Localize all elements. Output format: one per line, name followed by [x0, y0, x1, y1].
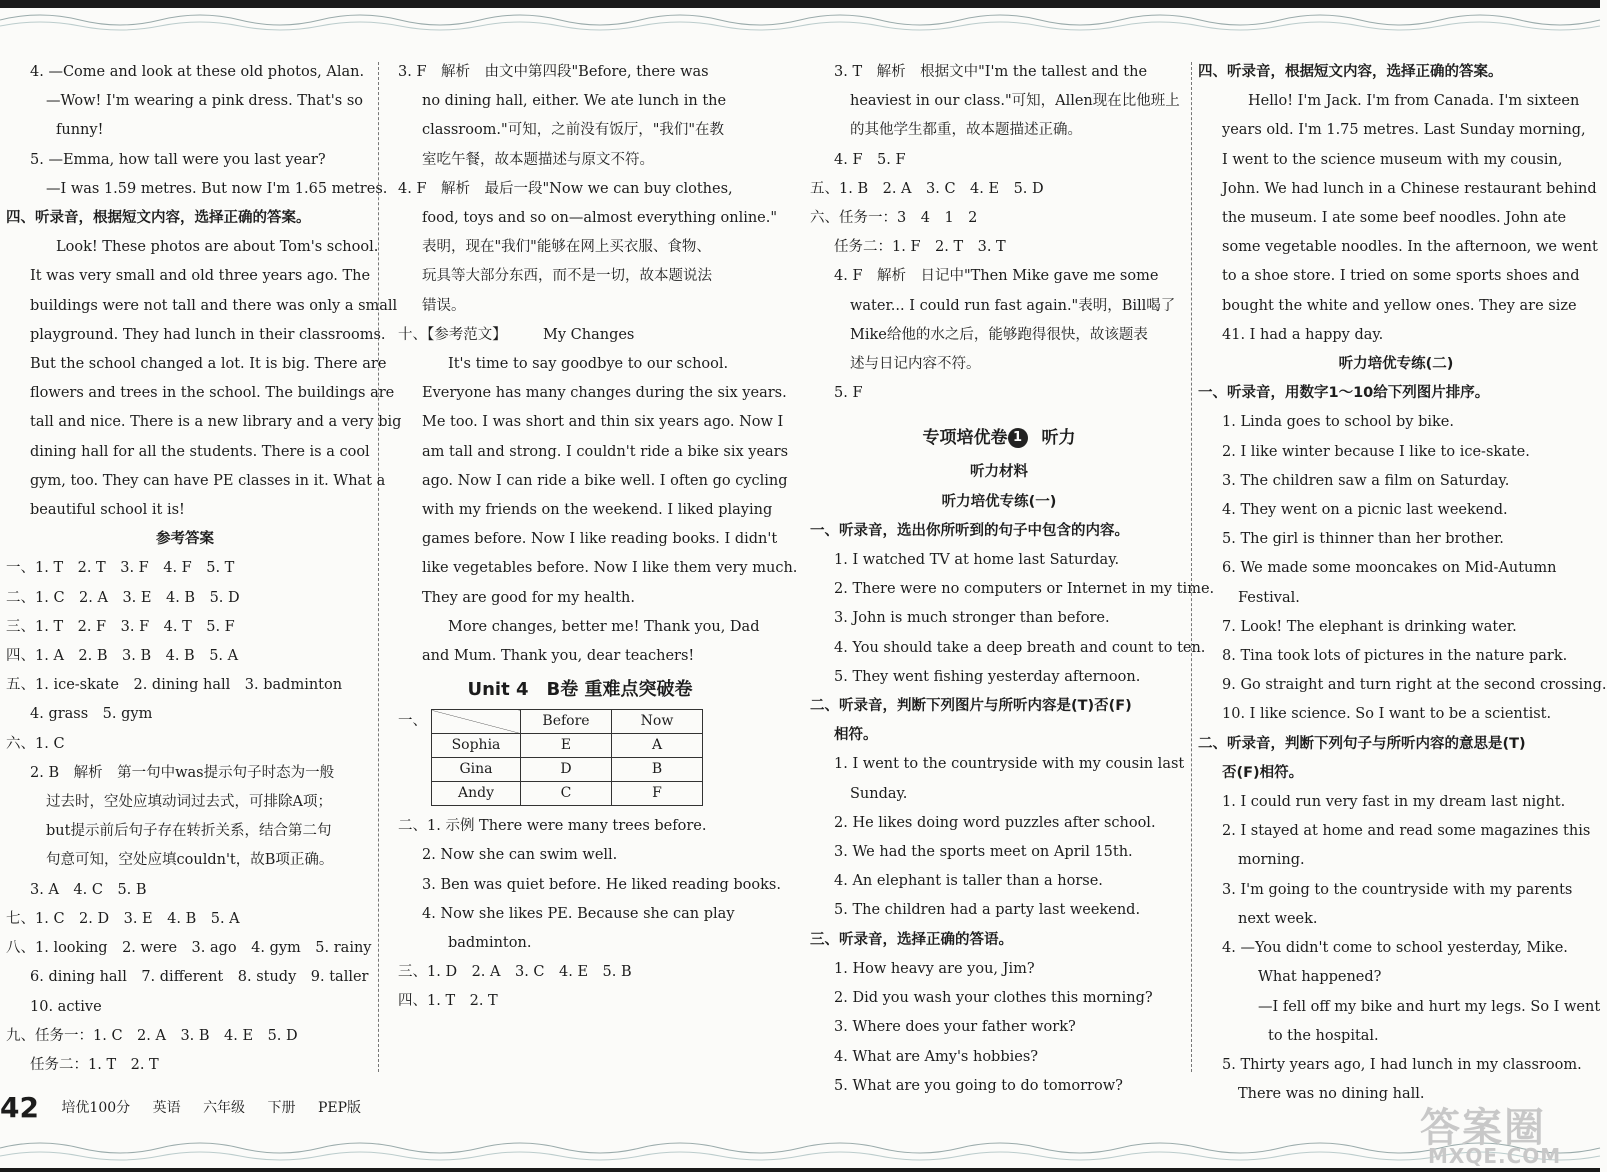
text-line: 2. He likes doing word puzzles after school.	[834, 814, 1156, 831]
subheading-practice-1: 听力培优专练(一)	[941, 493, 1057, 510]
text-line: 5. —Emma, how tall were you last year?	[30, 151, 326, 168]
text-line: Mike给他的水之后，能够跑得很快，故该题表	[850, 326, 1148, 343]
text-line: 4. An elephant is taller than a horse.	[834, 873, 1103, 890]
text-line: morning.	[1238, 852, 1305, 869]
table-cell: A	[612, 734, 703, 758]
text-line: with my friends on the weekend. I liked playing	[422, 502, 773, 519]
text-line: —Wow! I'm wearing a pink dress. That's so	[46, 93, 363, 110]
text-line: food, toys and so on—almost everything online."	[422, 210, 778, 227]
volume-label: 下册	[267, 1099, 296, 1116]
text-line: 五、1. B 2. A 3. C 4. E 5. D	[810, 180, 1044, 197]
table-cell: F	[612, 782, 703, 806]
text-line: 七、1. C 2. D 3. E 4. B 5. A	[6, 910, 240, 927]
text-line: 7. Look! The elephant is drinking water.	[1222, 618, 1517, 635]
text-line: It was very small and old three years ago. The	[30, 268, 371, 285]
text-line: 否(F)相符。	[1222, 764, 1304, 781]
column-3	[810, 58, 1215, 1101]
text-line: 3. The children saw a film on Saturday.	[1222, 472, 1510, 489]
column-4	[1198, 58, 1607, 1109]
text-line: 述与日记内容不符。	[850, 356, 981, 373]
text-line: buildings were not tall and there was only a small	[30, 297, 398, 314]
table-row	[432, 782, 703, 806]
text-line: Sunday.	[850, 785, 908, 802]
text-line: gym, too. They can have PE classes in it. What a	[30, 472, 386, 489]
text-line: dining hall for all the students. There is a cool	[30, 443, 370, 460]
text-line: But the school changed a lot. It is big. There are	[30, 356, 387, 373]
text-line: 3. Ben was quiet before. He liked reading books.	[422, 876, 781, 893]
text-line: 参考答案	[156, 531, 214, 548]
text-line: ago. Now I can ride a bike well. I often go cycling	[422, 472, 788, 489]
text-line: and Mum. Thank you, dear teachers!	[422, 648, 695, 665]
unit-title: Unit 4 B卷 重难点突破卷	[467, 679, 693, 701]
text-line: 4. —Come and look at these old photos, Alan.	[30, 64, 365, 80]
text-line: funny!	[56, 122, 104, 139]
text-line: 十、【参考范文】 My Changes	[398, 326, 635, 343]
text-line: 6. dining hall 7. different 8. study 9. taller	[30, 969, 369, 986]
text-line: 6. We made some mooncakes on Mid-Autumn	[1222, 560, 1557, 577]
column-1	[6, 58, 402, 1080]
text-line: 室吃午餐，故本题描述与原文不符。	[422, 151, 654, 168]
text-line: Hello! I'm Jack. I'm from Canada. I'm sixteen	[1248, 93, 1580, 110]
text-line: Me too. I was short and thin six years ago. Now I	[422, 414, 784, 431]
text-line: —I fell off my bike and hurt my legs. So I went	[1258, 998, 1601, 1015]
text-line: 2. I stayed at home and read some magazines this	[1222, 823, 1591, 840]
text-line: 1. How heavy are you, Jim?	[834, 960, 1035, 977]
text-line: flowers and trees in the school. The buildings are	[30, 385, 395, 402]
text-line: tall and nice. There is a new library and a very big	[30, 414, 402, 431]
text-line: 二、1. C 2. A 3. E 4. B 5. D	[6, 589, 240, 606]
text-line: 10. active	[30, 998, 102, 1015]
text-line: 4. grass 5. gym	[30, 706, 153, 723]
text-line: 5. What are you going to do tomorrow?	[834, 1077, 1123, 1094]
text-line: 三、1. T 2. F 3. F 4. T 5. F	[6, 618, 235, 635]
text-line: to the hospital.	[1268, 1027, 1379, 1044]
text-line: 四、1. A 2. B 3. B 4. B 5. A	[6, 648, 239, 665]
table-cell: Gina	[432, 758, 521, 782]
table-cell: Andy	[432, 782, 521, 806]
text-line: 5. The children had a party last weekend.	[834, 902, 1141, 919]
text-line: 一、1. T 2. T 3. F 4. F 5. T	[6, 560, 235, 577]
text-line: 八、1. looking 2. were 3. ago 4. gym 5. rainy	[6, 940, 372, 957]
text-line: 2. Did you wash your clothes this morning?	[834, 990, 1153, 1007]
text-line: 4. F 5. F	[834, 151, 906, 168]
text-line: games before. Now I like reading books. I didn't	[422, 531, 778, 548]
top-wave-border	[0, 0, 1600, 34]
table-header-cell: Now	[612, 710, 703, 734]
text-line: I went to the science museum with my cousin,	[1222, 151, 1563, 168]
edition-label: PEP版	[317, 1099, 362, 1116]
text-line: 9. Go straight and turn right at the second crossing.	[1222, 677, 1607, 694]
watermark-text: 答案圈	[1420, 1105, 1546, 1151]
column-2	[398, 58, 798, 1017]
text-line: 4. They went on a picnic last weekend.	[1222, 502, 1508, 519]
text-line: 5. Thirty years ago, I had lunch in my classroom.	[1222, 1056, 1582, 1073]
text-line: 五、1. ice-skate 2. dining hall 3. badminton	[6, 677, 343, 694]
text-line: 3. We had the sports meet on April 15th.	[834, 844, 1133, 861]
text-line: 5. F	[834, 385, 863, 402]
text-line: like vegetables before. Now I like them very much.	[422, 560, 798, 577]
text-line: to a shoe store. I tried on some sports shoes and	[1222, 268, 1580, 285]
text-line: 3. A 4. C 5. B	[30, 881, 147, 898]
text-line: 任务二：1. T 2. T	[30, 1056, 159, 1073]
text-line: 3. I'm going to the countryside with my parents	[1222, 881, 1573, 898]
text-line: heaviest in our class."可知，Allen现在比他班上	[850, 93, 1180, 110]
text-line: next week.	[1238, 910, 1318, 927]
text-line: 句意可知，空处应填couldn't，故B项正确。	[46, 852, 334, 869]
text-line: 3. F 解析 由文中第四段"Before, there was	[398, 64, 709, 80]
text-line: 表明，现在"我们"能够在网上买衣服、食物、	[422, 239, 711, 256]
book-title: 培优100分	[61, 1099, 131, 1116]
watermark-url: MXQE.COM	[1428, 1144, 1562, 1168]
text-line: the museum. I ate some beef noodles. John ate	[1222, 210, 1567, 227]
text-line: 3. Where does your father work?	[834, 1019, 1076, 1036]
text-line: but提示前后句子存在转折关系，结合第二句	[46, 823, 332, 840]
table-row	[432, 734, 703, 758]
text-line: 的其他学生都重，故本题描述正确。	[850, 122, 1082, 139]
text-line: 2. B 解析 第一句中was提示句子时态为一般	[30, 764, 335, 781]
text-line: 四、1. T 2. T	[398, 993, 498, 1010]
subheading-practice-2: 听力培优专练(二)	[1338, 356, 1454, 373]
text-line: 5. They went fishing yesterday afternoon.	[834, 668, 1141, 685]
text-line: 4. F 解析 最后一段"Now we can buy clothes,	[398, 180, 733, 197]
text-line: 10. I like science. So I want to be a scientist.	[1222, 706, 1552, 723]
text-line: 九、任务一：1. C 2. A 3. B 4. E 5. D	[6, 1027, 298, 1044]
text-line: 4. You should take a deep breath and count to ten.	[834, 639, 1206, 656]
text-line: 错误。	[422, 297, 466, 314]
text-line: 一、听录音，选出你所听到的句子中包含的内容。	[810, 522, 1129, 539]
answer-table	[431, 709, 703, 806]
text-line: 相符。	[834, 727, 878, 744]
text-line: 2. There were no computers or Internet in my time.	[834, 581, 1215, 598]
bottom-wave-border	[0, 1118, 1600, 1172]
text-line: Festival.	[1238, 589, 1300, 606]
text-line: 1. I could run very fast in my dream last night.	[1222, 794, 1566, 811]
table-cell: B	[612, 758, 703, 782]
text-line: 二、听录音，判断下列图片与所听内容是(T)否(F)	[810, 698, 1132, 715]
text-line: —I was 1.59 metres. But now I'm 1.65 metres.	[46, 180, 388, 197]
table-corner-cell	[432, 710, 521, 734]
text-line: 1. I watched TV at home last Saturday.	[834, 552, 1120, 569]
table-cell: C	[521, 782, 612, 806]
number-badge: 1	[1008, 428, 1028, 448]
text-line: 4. What are Amy's hobbies?	[834, 1048, 1039, 1065]
table-cell: E	[521, 734, 612, 758]
subject-label: 英语	[152, 1099, 181, 1116]
table-cell: Sophia	[432, 734, 521, 758]
text-line: 1. Linda goes to school by bike.	[1222, 414, 1454, 431]
grade-label: 六年级	[203, 1099, 246, 1116]
watermark-logo	[1398, 1096, 1596, 1170]
text-line: no dining hall, either. We ate lunch in the	[422, 93, 727, 110]
text-line: 3. John is much stronger than before.	[834, 610, 1110, 627]
text-line: There was no dining hall.	[1238, 1086, 1425, 1103]
text-line: Everyone has many changes during the six years.	[422, 385, 787, 402]
text-line: 一、听录音，用数字1～10给下列图片排序。	[1198, 385, 1490, 402]
text-line: 三、1. D 2. A 3. C 4. E 5. B	[398, 964, 632, 981]
text-line: 1. I went to the countryside with my cousin last	[834, 756, 1185, 773]
text-line: years old. I'm 1.75 metres. Last Sunday morning,	[1222, 122, 1586, 139]
text-line: 二、1. 示例 There were many trees before.	[398, 818, 707, 835]
special-title-subject: 听力	[1041, 428, 1076, 449]
column-divider-1	[378, 62, 379, 1072]
table-row	[432, 758, 703, 782]
special-section-title	[810, 418, 1188, 458]
text-line: 四、听录音，根据短文内容，选择正确的答案。	[6, 210, 311, 227]
text-line: 41. I had a happy day.	[1222, 326, 1384, 343]
text-line: More changes, better me! Thank you, Dad	[448, 618, 760, 635]
text-line: What happened?	[1258, 969, 1382, 986]
column-divider-2	[1191, 62, 1192, 1072]
text-line: 过去时，空处应填动词过去式，可排除A项；	[46, 794, 332, 811]
text-line: badminton.	[448, 935, 532, 952]
text-line: 三、听录音，选择正确的答语。	[810, 931, 1013, 948]
text-line: 2. I like winter because I like to ice-skate.	[1222, 443, 1530, 460]
text-line: 3. T 解析 根据文中"I'm the tallest and the	[834, 64, 1148, 80]
text-line: 任务二：1. F 2. T 3. T	[834, 239, 1006, 256]
text-line: 六、1. C	[6, 735, 65, 752]
text-line: 4. Now she likes PE. Because she can play	[422, 905, 735, 922]
table-header-row	[432, 710, 703, 734]
text-line: 2. Now she can swim well.	[422, 847, 618, 864]
table-cell: D	[521, 758, 612, 782]
answer-table-row	[398, 709, 762, 806]
special-title-text: 专项培优卷	[922, 428, 1008, 449]
text-line: 六、任务一：3 4 1 2	[810, 210, 978, 227]
page-footer	[0, 1091, 361, 1124]
section-label: 一、	[398, 713, 427, 730]
text-line: water... I could run fast again."表明，Bill喝了	[850, 297, 1176, 314]
text-line: 玩具等大部分东西，而不是一切，故本题说法	[422, 268, 712, 285]
subheading-listening-material: 听力材料	[970, 464, 1028, 481]
text-line: 4. —You didn't come to school yesterday, Mike.	[1222, 940, 1568, 957]
text-line: 二、听录音，判断下列句子与所听内容的意思是(T)	[1198, 735, 1526, 752]
text-line: beautiful school it is!	[30, 502, 185, 519]
text-line: 8. Tina took lots of pictures in the nature park.	[1222, 648, 1568, 665]
text-line: It's time to say goodbye to our school.	[448, 356, 729, 373]
text-line: John. We had lunch in a Chinese restaurant behind	[1222, 180, 1597, 197]
text-line: 5. The girl is thinner than her brother.	[1222, 531, 1504, 548]
text-line: some vegetable noodles. In the afternoon, we went	[1222, 239, 1598, 256]
text-line: classroom."可知，之前没有饭厅，"我们"在教	[422, 122, 725, 139]
text-line: Look! These photos are about Tom's school.	[56, 239, 379, 256]
text-line: 4. F 解析 日记中"Then Mike gave me some	[834, 268, 1159, 285]
text-line: playground. They had lunch in their classrooms.	[30, 326, 386, 343]
text-line: They are good for my health.	[422, 589, 635, 606]
text-line: am tall and strong. I couldn't ride a bike six years	[422, 443, 789, 460]
text-line: bought the white and yellow ones. They are size	[1222, 297, 1577, 314]
page-number: 42	[0, 1091, 39, 1124]
text-line: 四、听录音，根据短文内容，选择正确的答案。	[1198, 64, 1503, 80]
table-header-cell: Before	[521, 710, 612, 734]
